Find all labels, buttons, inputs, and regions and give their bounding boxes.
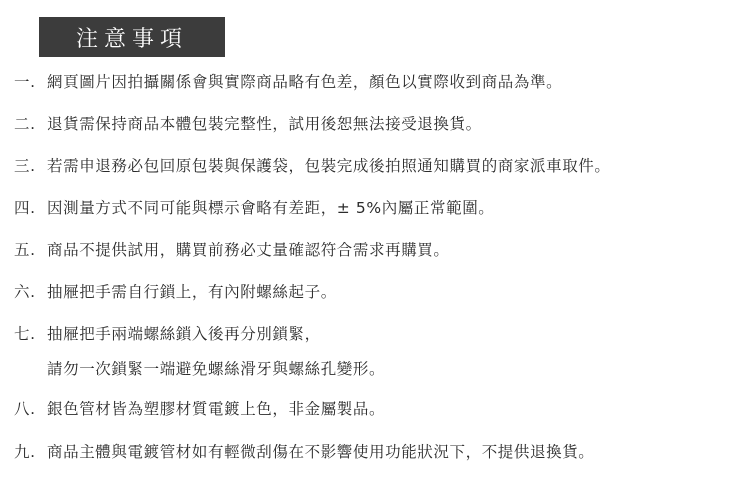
item-number: 五. bbox=[14, 241, 36, 259]
notice-item-8 bbox=[14, 391, 385, 425]
item-text: 請勿一次鎖緊一端避免螺絲滑牙與螺絲孔變形。 bbox=[47, 360, 386, 378]
item-text: 商品不提供試用，購買前務必丈量確認符合需求再購買。 bbox=[47, 241, 450, 259]
notice-item-7 bbox=[14, 316, 321, 350]
item-number: 二. bbox=[14, 115, 36, 133]
item-text: 網頁圖片因拍攝關係會與實際商品略有色差，顏色以實際收到商品為準。 bbox=[47, 73, 563, 91]
item-number: 九. bbox=[14, 443, 36, 461]
notice-item-7-continued bbox=[14, 351, 385, 385]
notice-item-6 bbox=[14, 274, 337, 308]
item-text: 若需申退務必包回原包裝與保護袋，包裝完成後拍照通知購買的商家派車取件。 bbox=[47, 157, 611, 175]
notice-item-4 bbox=[14, 190, 494, 224]
item-text: 退貨需保持商品本體包裝完整性，試用後恕無法接受退換貨。 bbox=[47, 115, 482, 133]
item-number: 八. bbox=[14, 400, 36, 418]
item-text: 銀色管材皆為塑膠材質電鍍上色，非金屬製品。 bbox=[47, 400, 386, 418]
item-number: 七. bbox=[14, 325, 36, 343]
item-text: 抽屜把手需自行鎖上，有內附螺絲起子。 bbox=[47, 283, 337, 301]
item-number: 三. bbox=[14, 157, 36, 175]
item-text: 因測量方式不同可能與標示會略有差距，± 5%內屬正常範圍。 bbox=[47, 199, 495, 217]
notice-item-5 bbox=[14, 232, 450, 266]
notice-item-1 bbox=[14, 64, 562, 98]
item-number: 四. bbox=[14, 199, 36, 217]
notice-item-2 bbox=[14, 106, 482, 140]
item-number: 六. bbox=[14, 283, 36, 301]
notice-title: 注意事項 bbox=[39, 17, 225, 57]
notice-item-3 bbox=[14, 148, 611, 182]
item-number: 一. bbox=[14, 73, 36, 91]
item-text: 抽屜把手兩端螺絲鎖入後再分別鎖緊， bbox=[47, 325, 321, 343]
item-text: 商品主體與電鍍管材如有輕微刮傷在不影響使用功能狀況下，不提供退換貨。 bbox=[47, 443, 595, 461]
notice-item-9 bbox=[14, 434, 594, 468]
